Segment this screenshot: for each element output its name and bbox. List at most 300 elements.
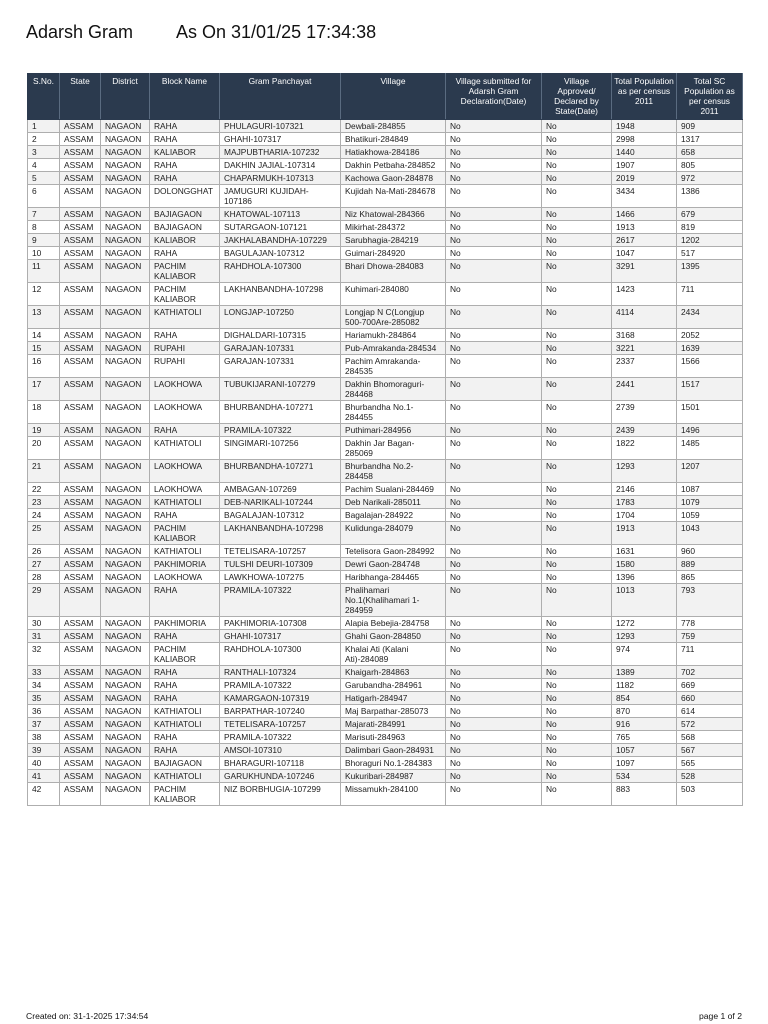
table-cell: 1059 <box>677 509 743 522</box>
table-cell: No <box>542 718 612 731</box>
table-cell: PRAMILA-107322 <box>220 584 341 617</box>
table-cell: 21 <box>28 460 60 483</box>
table-cell: PRAMILA-107322 <box>220 424 341 437</box>
table-cell: No <box>542 133 612 146</box>
table-cell: 1047 <box>612 247 677 260</box>
table-cell: Guimari-284920 <box>341 247 446 260</box>
table-cell: 13 <box>28 306 60 329</box>
table-row <box>28 545 743 558</box>
column-header: Gram Panchayat <box>220 74 341 120</box>
table-cell: 2434 <box>677 306 743 329</box>
table-cell: ASSAM <box>60 718 101 731</box>
created-on-text: Created on: 31-1-2025 17:34:54 <box>26 1011 149 1021</box>
table-cell: No <box>446 496 542 509</box>
table-cell: No <box>542 172 612 185</box>
table-cell: GHAHI-107317 <box>220 133 341 146</box>
table-cell: ASSAM <box>60 545 101 558</box>
table-cell: 1783 <box>612 496 677 509</box>
table-cell: Sarubhagia-284219 <box>341 234 446 247</box>
table-cell: AMSOI-107310 <box>220 744 341 757</box>
table-cell: 568 <box>677 731 743 744</box>
table-cell: 5 <box>28 172 60 185</box>
table-cell: Dakhin Petbaha-284852 <box>341 159 446 172</box>
table-cell: 29 <box>28 584 60 617</box>
table-cell: No <box>446 283 542 306</box>
table-cell: PACHIM KALIABOR <box>150 522 220 545</box>
table-cell: No <box>446 146 542 159</box>
table-cell: ASSAM <box>60 770 101 783</box>
table-cell: No <box>542 705 612 718</box>
table-cell: NAGAON <box>101 630 150 643</box>
table-cell: ASSAM <box>60 522 101 545</box>
table-cell: 805 <box>677 159 743 172</box>
table-cell: 2146 <box>612 483 677 496</box>
table-cell: ASSAM <box>60 329 101 342</box>
table-cell: Kujidah Na-Mati-284678 <box>341 185 446 208</box>
table-cell: NAGAON <box>101 509 150 522</box>
table-cell: NIZ BORBHUGIA-107299 <box>220 783 341 806</box>
table-cell: 17 <box>28 378 60 401</box>
column-header: Village <box>341 74 446 120</box>
table-cell: 9 <box>28 234 60 247</box>
table-cell: No <box>446 172 542 185</box>
table-row <box>28 705 743 718</box>
table-cell: SINGIMARI-107256 <box>220 437 341 460</box>
table-cell: No <box>446 643 542 666</box>
table-cell: No <box>446 159 542 172</box>
table-cell: Haribhanga-284465 <box>341 571 446 584</box>
table-cell: 28 <box>28 571 60 584</box>
table-cell: No <box>446 133 542 146</box>
table-cell: ASSAM <box>60 159 101 172</box>
column-header: District <box>101 74 150 120</box>
table-cell: Tetelisora Gaon-284992 <box>341 545 446 558</box>
table-cell: NAGAON <box>101 584 150 617</box>
table-cell: ASSAM <box>60 133 101 146</box>
table-cell: ASSAM <box>60 437 101 460</box>
table-cell: No <box>542 159 612 172</box>
table-cell: TETELISARA-107257 <box>220 545 341 558</box>
table-cell: Hariamukh-284864 <box>341 329 446 342</box>
table-cell: 567 <box>677 744 743 757</box>
table-cell: No <box>542 731 612 744</box>
table-cell: NAGAON <box>101 234 150 247</box>
table-cell: No <box>542 558 612 571</box>
table-cell: Dalimbari Gaon-284931 <box>341 744 446 757</box>
table-cell: No <box>542 329 612 342</box>
table-cell: BHURBANDHA-107271 <box>220 401 341 424</box>
table-cell: NAGAON <box>101 342 150 355</box>
table-cell: No <box>446 120 542 133</box>
table-cell: No <box>542 283 612 306</box>
table-cell: KATHIATOLI <box>150 437 220 460</box>
table-cell: ASSAM <box>60 247 101 260</box>
table-cell: No <box>542 496 612 509</box>
table-cell: 1913 <box>612 522 677 545</box>
table-cell: 765 <box>612 731 677 744</box>
table-cell: ASSAM <box>60 146 101 159</box>
table-cell: 1423 <box>612 283 677 306</box>
table-cell: 1013 <box>612 584 677 617</box>
table-cell: Dakhin Bhomoraguri-284468 <box>341 378 446 401</box>
table-cell: Bhurbandha No.1-284455 <box>341 401 446 424</box>
table-cell: Marisuti-284963 <box>341 731 446 744</box>
table-cell: BHURBANDHA-107271 <box>220 460 341 483</box>
table-cell: Kuhimari-284080 <box>341 283 446 306</box>
table-cell: ASSAM <box>60 630 101 643</box>
table-cell: No <box>446 692 542 705</box>
table-cell: No <box>446 306 542 329</box>
table-cell: ASSAM <box>60 705 101 718</box>
table-row <box>28 172 743 185</box>
table-cell: TULSHI DEURI-107309 <box>220 558 341 571</box>
table-cell: No <box>542 643 612 666</box>
table-cell: 14 <box>28 329 60 342</box>
table-cell: ASSAM <box>60 260 101 283</box>
table-cell: ASSAM <box>60 483 101 496</box>
table-cell: 18 <box>28 401 60 424</box>
table-cell: ASSAM <box>60 208 101 221</box>
table-cell: NAGAON <box>101 329 150 342</box>
table-cell: Bhari Dhowa-284083 <box>341 260 446 283</box>
table-cell: 528 <box>677 770 743 783</box>
table-cell: 41 <box>28 770 60 783</box>
table-row <box>28 757 743 770</box>
table-cell: 1057 <box>612 744 677 757</box>
table-cell: No <box>446 617 542 630</box>
table-cell: NAGAON <box>101 306 150 329</box>
table-row <box>28 133 743 146</box>
table-cell: LONGJAP-107250 <box>220 306 341 329</box>
table-cell: 1087 <box>677 483 743 496</box>
table-row <box>28 692 743 705</box>
table-row <box>28 731 743 744</box>
table-cell: 1580 <box>612 558 677 571</box>
table-cell: Garubandha-284961 <box>341 679 446 692</box>
table-cell: 759 <box>677 630 743 643</box>
table-cell: 38 <box>28 731 60 744</box>
table-cell: 669 <box>677 679 743 692</box>
table-cell: RAHA <box>150 584 220 617</box>
table-cell: 1913 <box>612 221 677 234</box>
table-cell: 8 <box>28 221 60 234</box>
table-cell: 39 <box>28 744 60 757</box>
table-cell: No <box>446 545 542 558</box>
adarsh-gram-table <box>27 73 743 806</box>
table-cell: 4114 <box>612 306 677 329</box>
table-cell: 1704 <box>612 509 677 522</box>
table-cell: No <box>542 437 612 460</box>
table-cell: TUBUKIJARANI-107279 <box>220 378 341 401</box>
table-cell: No <box>446 483 542 496</box>
table-cell: ASSAM <box>60 424 101 437</box>
table-cell: BAGALAJAN-107312 <box>220 509 341 522</box>
table-cell: ASSAM <box>60 643 101 666</box>
as-on-timestamp: As On 31/01/25 17:34:38 <box>176 22 377 42</box>
table-cell: NAGAON <box>101 617 150 630</box>
table-row <box>28 584 743 617</box>
table-cell: BAGULAJAN-107312 <box>220 247 341 260</box>
column-header: S.No. <box>28 74 60 120</box>
table-cell: KATHIATOLI <box>150 770 220 783</box>
table-cell: 7 <box>28 208 60 221</box>
table-cell: 2337 <box>612 355 677 378</box>
table-cell: 31 <box>28 630 60 643</box>
table-cell: NAGAON <box>101 159 150 172</box>
table-cell: 517 <box>677 247 743 260</box>
table-cell: KATHIATOLI <box>150 496 220 509</box>
table-cell: NAGAON <box>101 545 150 558</box>
table-cell: RAHA <box>150 133 220 146</box>
table-cell: 3434 <box>612 185 677 208</box>
table-cell: 1182 <box>612 679 677 692</box>
table-row <box>28 355 743 378</box>
table-cell: 1272 <box>612 617 677 630</box>
table-cell: 15 <box>28 342 60 355</box>
table-cell: 1566 <box>677 355 743 378</box>
table-cell: 10 <box>28 247 60 260</box>
table-cell: Majarati-284991 <box>341 718 446 731</box>
table-cell: No <box>446 247 542 260</box>
table-cell: LAWKHOWA-107275 <box>220 571 341 584</box>
table-cell: Dewri Gaon-284748 <box>341 558 446 571</box>
table-cell: No <box>446 679 542 692</box>
table-cell: 40 <box>28 757 60 770</box>
table-cell: No <box>446 571 542 584</box>
table-cell: No <box>542 571 612 584</box>
table-cell: GHAHI-107317 <box>220 630 341 643</box>
table-cell: No <box>446 666 542 679</box>
table-cell: No <box>542 617 612 630</box>
table-cell: RAHA <box>150 630 220 643</box>
table-row <box>28 483 743 496</box>
table-cell: Khaigarh-284863 <box>341 666 446 679</box>
table-cell: DOLONGGHAT <box>150 185 220 208</box>
table-cell: NAGAON <box>101 378 150 401</box>
table-cell: ASSAM <box>60 120 101 133</box>
table-cell: 3221 <box>612 342 677 355</box>
table-cell: NAGAON <box>101 146 150 159</box>
table-cell: DIGHALDARI-107315 <box>220 329 341 342</box>
table-cell: KALIABOR <box>150 146 220 159</box>
table-cell: ASSAM <box>60 744 101 757</box>
table-row <box>28 679 743 692</box>
table-cell: RAHDHOLA-107300 <box>220 260 341 283</box>
table-cell: Pachim Amrakanda-284535 <box>341 355 446 378</box>
column-header: Block Name <box>150 74 220 120</box>
table-cell: NAGAON <box>101 558 150 571</box>
table-cell: No <box>446 522 542 545</box>
table-cell: CHAPARMUKH-107313 <box>220 172 341 185</box>
table-cell: 1631 <box>612 545 677 558</box>
table-cell: AMBAGAN-107269 <box>220 483 341 496</box>
table-cell: No <box>542 692 612 705</box>
table-cell: 1639 <box>677 342 743 355</box>
column-header: Total Population as per census 2011 <box>612 74 677 120</box>
table-cell: Mikirhat-284372 <box>341 221 446 234</box>
table-cell: 972 <box>677 172 743 185</box>
table-cell: No <box>446 783 542 806</box>
table-cell: 711 <box>677 283 743 306</box>
table-cell: No <box>446 234 542 247</box>
table-cell: 19 <box>28 424 60 437</box>
table-cell: 1043 <box>677 522 743 545</box>
table-row <box>28 260 743 283</box>
table-cell: NAGAON <box>101 783 150 806</box>
table-cell: KATHIATOLI <box>150 306 220 329</box>
table-cell: No <box>446 424 542 437</box>
table-cell: 1501 <box>677 401 743 424</box>
table-row <box>28 159 743 172</box>
table-row <box>28 329 743 342</box>
table-cell: 2739 <box>612 401 677 424</box>
table-cell: Bhatikuri-284849 <box>341 133 446 146</box>
table-cell: Alapia Bebejia-284758 <box>341 617 446 630</box>
table-cell: RAHA <box>150 509 220 522</box>
table-cell: 11 <box>28 260 60 283</box>
table-cell: NAGAON <box>101 718 150 731</box>
table-cell: ASSAM <box>60 692 101 705</box>
table-cell: BARPATHAR-107240 <box>220 705 341 718</box>
table-cell: RANTHALI-107324 <box>220 666 341 679</box>
table-cell: RAHDHOLA-107300 <box>220 643 341 666</box>
table-row <box>28 744 743 757</box>
table-cell: 1466 <box>612 208 677 221</box>
table-cell: RAHA <box>150 120 220 133</box>
table-cell: BAJIAGAON <box>150 208 220 221</box>
table-cell: RAHA <box>150 692 220 705</box>
table-cell: No <box>542 509 612 522</box>
table-cell: No <box>542 355 612 378</box>
table-cell: 1317 <box>677 133 743 146</box>
table-cell: 1485 <box>677 437 743 460</box>
table-cell: 4 <box>28 159 60 172</box>
table-row <box>28 718 743 731</box>
table-row <box>28 185 743 208</box>
table-cell: PACHIM KALIABOR <box>150 783 220 806</box>
table-cell: Bhoraguri No.1-284383 <box>341 757 446 770</box>
table-cell: 2439 <box>612 424 677 437</box>
table-row <box>28 378 743 401</box>
table-cell: No <box>542 679 612 692</box>
table-row <box>28 120 743 133</box>
table-cell: NAGAON <box>101 744 150 757</box>
table-cell: 24 <box>28 509 60 522</box>
table-cell: No <box>542 630 612 643</box>
table-cell: ASSAM <box>60 185 101 208</box>
column-header: Village submitted for Adarsh Gram Declaration(Date) <box>446 74 542 120</box>
table-cell: LAOKHOWA <box>150 571 220 584</box>
table-cell: 30 <box>28 617 60 630</box>
table-cell: 27 <box>28 558 60 571</box>
table-cell: 1293 <box>612 460 677 483</box>
table-cell: MAJPUBTHARIA-107232 <box>220 146 341 159</box>
table-cell: LAOKHOWA <box>150 483 220 496</box>
table-row <box>28 306 743 329</box>
table-cell: No <box>542 342 612 355</box>
table-cell: NAGAON <box>101 172 150 185</box>
table-row <box>28 558 743 571</box>
table-cell: 702 <box>677 666 743 679</box>
table-cell: Hatigarh-284947 <box>341 692 446 705</box>
table-cell: 658 <box>677 146 743 159</box>
table-cell: PAKHIMORIA-107308 <box>220 617 341 630</box>
table-row <box>28 247 743 260</box>
table-row <box>28 460 743 483</box>
table-header-row <box>28 74 743 120</box>
table-cell: 1396 <box>612 571 677 584</box>
table-cell: 883 <box>612 783 677 806</box>
table-cell: ASSAM <box>60 496 101 509</box>
table-cell: No <box>446 584 542 617</box>
table-cell: 1207 <box>677 460 743 483</box>
table-cell: NAGAON <box>101 424 150 437</box>
table-cell: ASSAM <box>60 731 101 744</box>
table-cell: No <box>446 401 542 424</box>
table-cell: LAKHANBANDHA-107298 <box>220 283 341 306</box>
table-cell: 1389 <box>612 666 677 679</box>
table-cell: Kukuribari-284987 <box>341 770 446 783</box>
table-cell: No <box>446 731 542 744</box>
table-cell: 960 <box>677 545 743 558</box>
table-cell: No <box>542 378 612 401</box>
page-number: page 1 of 2 <box>698 1011 742 1021</box>
table-cell: Ghahi Gaon-284850 <box>341 630 446 643</box>
table-row <box>28 571 743 584</box>
table-cell: 34 <box>28 679 60 692</box>
table-cell: No <box>542 401 612 424</box>
table-row <box>28 783 743 806</box>
table-cell: No <box>446 355 542 378</box>
table-cell: ASSAM <box>60 558 101 571</box>
table-cell: KATHIATOLI <box>150 545 220 558</box>
table-cell: 1202 <box>677 234 743 247</box>
table-cell: Longjap N C(Longjup 500-700Are-285082 <box>341 306 446 329</box>
table-cell: ASSAM <box>60 306 101 329</box>
table-cell: Deb Narikali-285011 <box>341 496 446 509</box>
page-title <box>26 22 377 43</box>
table-cell: No <box>446 208 542 221</box>
table-row <box>28 496 743 509</box>
table-cell: NAGAON <box>101 731 150 744</box>
table-row <box>28 522 743 545</box>
table-cell: No <box>446 630 542 643</box>
table-cell: 974 <box>612 643 677 666</box>
table-cell: NAGAON <box>101 437 150 460</box>
table-cell: No <box>446 718 542 731</box>
table-cell: 2441 <box>612 378 677 401</box>
table-row <box>28 342 743 355</box>
table-cell: ASSAM <box>60 584 101 617</box>
table-cell: 25 <box>28 522 60 545</box>
table-cell: 1948 <box>612 120 677 133</box>
table-cell: 1079 <box>677 496 743 509</box>
table-cell: RAHA <box>150 247 220 260</box>
table-row <box>28 509 743 522</box>
table-cell: 1097 <box>612 757 677 770</box>
table-cell: No <box>446 221 542 234</box>
table-cell: No <box>542 185 612 208</box>
table-cell: 12 <box>28 283 60 306</box>
column-header: Village Approved/ Declared by State(Date) <box>542 74 612 120</box>
table-cell: ASSAM <box>60 783 101 806</box>
table-cell: PACHIM KALIABOR <box>150 283 220 306</box>
table-cell: 1386 <box>677 185 743 208</box>
table-cell: NAGAON <box>101 483 150 496</box>
table-cell: NAGAON <box>101 692 150 705</box>
table-cell: BHARAGURI-107118 <box>220 757 341 770</box>
table-cell: TETELISARA-107257 <box>220 718 341 731</box>
